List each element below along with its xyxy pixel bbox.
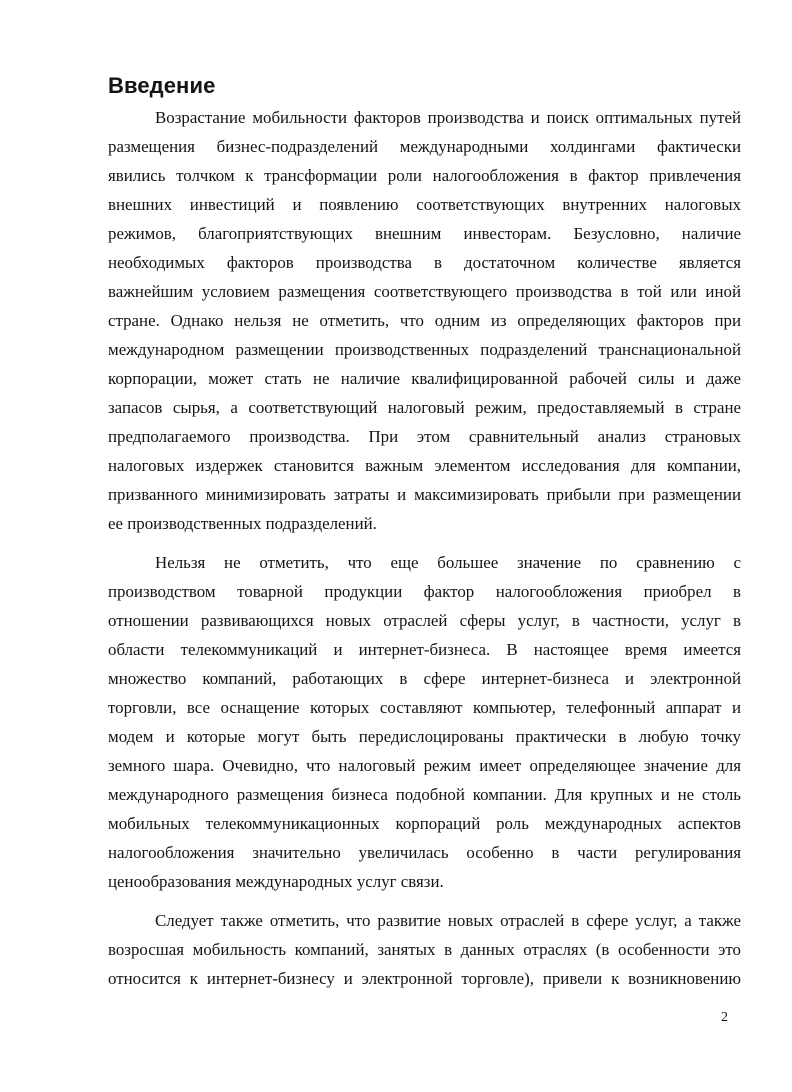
- paragraph-line: международного размещения бизнеса подобной компании. Для крупных и не столь: [108, 785, 741, 804]
- paragraph-line: режимов, благоприятствующих внешним инвесторам. Безусловно, наличие: [108, 224, 741, 243]
- paragraph-line: внешних инвестиций и появлению соответствующих внутренних налоговых: [108, 195, 741, 214]
- paragraph-line: мобильных телекоммуникационных корпораций роль международных аспектов: [108, 814, 741, 833]
- paragraph-line: запасов сырья, а соответствующий налоговый режим, предоставляемый в стране: [108, 398, 741, 417]
- paragraph-line: торговли, все оснащение которых составляют компьютер, телефонный аппарат и: [108, 698, 741, 717]
- paragraph-line: земного шара. Очевидно, что налоговый режим имеет определяющее значение для: [108, 756, 741, 775]
- paragraph-line: ее производственных подразделений.: [108, 514, 377, 533]
- paragraph-line: предполагаемого производства. При этом сравнительный анализ страновых: [108, 427, 741, 446]
- paragraph-line: относится к интернет-бизнесу и электронной торговле), привели к возникновению: [108, 969, 741, 988]
- paragraph-line: размещения бизнес-подразделений международными холдингами фактически: [108, 137, 741, 156]
- paragraph-line: возросшая мобильность компаний, занятых в данных отраслях (в особенности это: [108, 940, 741, 959]
- paragraph-line: корпорации, может стать не наличие квалифицированной рабочей силы и даже: [108, 369, 741, 388]
- paragraph-line: множество компаний, работающих в сфере интернет-бизнеса и электронной: [108, 669, 741, 688]
- paragraph-line: налоговых издержек становится важным элементом исследования для компании,: [108, 456, 741, 475]
- paragraph-line: важнейшим условием размещения соответствующего производства в той или иной: [108, 282, 741, 301]
- paragraph-line: модем и которые могут быть передислоцированы практически в любую точку: [108, 727, 741, 746]
- paragraph-line: налогообложения значительно увеличилась особенно в части регулирования: [108, 843, 741, 862]
- page-number: 2: [721, 1010, 728, 1025]
- paragraph-line: Возрастание мобильности факторов производства и поиск оптимальных путей: [155, 108, 741, 127]
- paragraph-line: отношении развивающихся новых отраслей сферы услуг, в частности, услуг в: [108, 611, 741, 630]
- paragraph-line: Следует также отметить, что развитие новых отраслей в сфере услуг, а также: [155, 911, 741, 930]
- paragraph-line: необходимых факторов производства в достаточном количестве является: [108, 253, 741, 272]
- paragraph-line: призванного минимизировать затраты и максимизировать прибыли при размещении: [108, 485, 741, 504]
- paragraph-line: ценообразования международных услуг связи.: [108, 872, 444, 891]
- paragraph-line: явились толчком к трансформации роли налогообложения в фактор привлечения: [108, 166, 741, 185]
- paragraph-line: международном размещении производственных подразделений транснациональной: [108, 340, 741, 359]
- paragraph-line: производством товарной продукции фактор налогообложения приобрел в: [108, 582, 741, 601]
- page-title: Введение: [108, 73, 216, 98]
- paragraph-line: Нельзя не отметить, что еще большее значение по сравнению с: [155, 553, 741, 572]
- paragraph-line: области телекоммуникаций и интернет-бизнеса. В настоящее время имеется: [108, 640, 741, 659]
- paragraph-line: стране. Однако нельзя не отметить, что одним из определяющих факторов при: [108, 311, 741, 330]
